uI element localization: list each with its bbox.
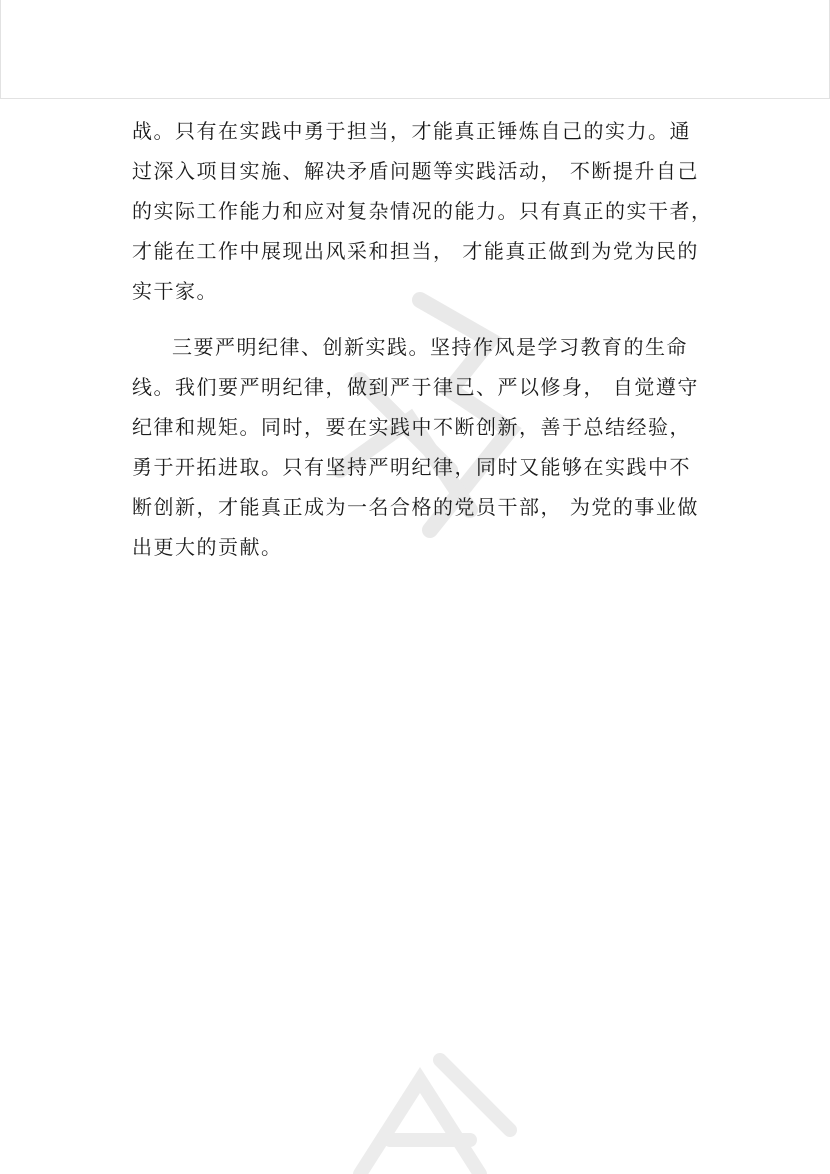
text-line: 过深入项目实施、解决矛盾问题等实践活动， 不断提升自己 [132, 159, 699, 183]
text-line: 的实际工作能力和应对复杂情况的能力。只有真正的实干者， [132, 199, 713, 223]
text-line: 勇于开拓进取。只有坚持严明纪律，同时又能够在实践中不 [132, 455, 691, 479]
text-line: 战。只有在实践中勇于担当，才能真正锤炼自己的实力。通 [132, 119, 691, 143]
page-header-strip [0, 0, 830, 99]
text-line: 才能在工作中展现出风采和担当， 才能真正做到为党为民的 [132, 239, 699, 263]
text-line: 出更大的贡献。 [132, 535, 283, 559]
text-line: 断创新，才能真正成为一名合格的党员干部， 为党的事业做 [132, 495, 699, 519]
paragraph-1 [132, 111, 722, 311]
watermark-stamp-icon [330, 1040, 530, 1174]
text-line: 实干家。 [132, 279, 218, 303]
text-line: 纪律和规矩。同时，要在实践中不断创新，善于总结经验， [132, 415, 691, 439]
text-line: 三要严明纪律、创新实践。坚持作风是学习教育的生命 [172, 335, 688, 359]
paragraph-gap [132, 311, 722, 327]
document-body [132, 111, 722, 567]
paragraph-2 [132, 327, 722, 567]
text-line: 线。我们要严明纪律，做到严于律己、严以修身， 自觉遵守 [132, 375, 699, 399]
